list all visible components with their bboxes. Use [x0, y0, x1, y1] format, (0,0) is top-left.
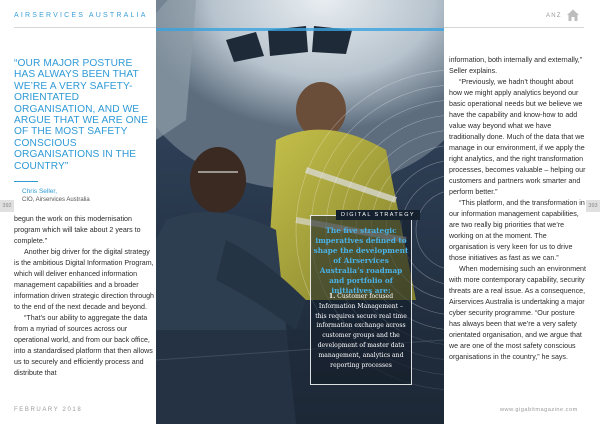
- quote-attribution-role: CIO, Airservices Australia: [22, 197, 90, 203]
- body-paragraph: begun the work on this modernisation program which will take about 2 years to complete.”: [14, 215, 141, 245]
- footer-date: FEBRUARY 2018: [14, 407, 83, 413]
- body-paragraph: “This platform, and the transformation in our information management capabilities, are two really big priorities that we’re working on at the moment. The organisation is very keen for us to drive those initiatives as fast as we can.”: [449, 199, 585, 262]
- home-icon[interactable]: [566, 8, 580, 22]
- header-divider: [444, 27, 584, 28]
- strategy-item-number: 1.: [328, 293, 336, 300]
- body-paragraph: “That’s our ability to aggregate the data from a myriad of sources across our operational world, and from our back office, into a standardised platform that then allows us to securely and efficiently process and distribute that: [14, 314, 153, 377]
- body-paragraph: information, both internally and externally,” Seller explains.: [449, 56, 583, 75]
- body-paragraph: When modernising such an environment with more contemporary capability, security threats are a real issue. As a consequence, Airservices Australia is undertaking a major cyber security programme. “Our posture has always been that we’re a very safety orientated organisation, and we argue that we are one of the most safety conscious organisations in the country,” he says.: [449, 265, 586, 361]
- body-column-right: [449, 55, 587, 363]
- pull-quote: “OUR MAJOR POSTURE HAS ALWAYS BEEN THAT WE’RE A VERY SAFETY-ORIENTATED ORGANISATION, AND WE ARGUE THAT WE ARE ONE OF THE MOST SAFETY CONSCIOUS ORGANISATIONS IN THE COUNTRY”: [14, 58, 148, 172]
- footer-website[interactable]: www.gigabitmagazine.com: [500, 407, 578, 413]
- body-paragraph: “Previously, we hadn’t thought about how we might apply analytics beyond our basic operational needs but we believe we have the capability and know-how to add value way beyond what we have traditionally done. Much of the data that we manage in our environment, if we apply the right analytics, and the right transformation processes, becomes valuable – helping our customers and partners work smarter and perform better.”: [449, 78, 586, 196]
- publication-name: AIRSERVICES AUSTRALIA: [14, 12, 148, 19]
- body-column-left: [14, 214, 154, 379]
- body-paragraph: Another big driver for the digital strategy is the ambitious Digital Information Program, which will deliver enhanced information management capabilities and a broader information driven strategic direction through to the end of the next decade and beyond.: [14, 248, 154, 311]
- quote-divider: [14, 181, 38, 182]
- strategy-item-text: Customer focused Information Management – this requires secure real time information exchange across customer groups and the development of master data management, analytics and reporting processes: [315, 293, 407, 369]
- page-number-right[interactable]: 393: [586, 200, 600, 212]
- header-divider: [14, 27, 156, 28]
- quote-attribution-name: Chris Seller,: [22, 188, 58, 195]
- strategy-tag: DIGITAL STRATEGY: [336, 210, 420, 220]
- section-code: ANZ: [546, 13, 562, 19]
- strategy-title: The five strategic imperatives defined to shape the development of Airservices Australia’s roadmap and portfolio of initiatives are:: [313, 226, 409, 295]
- strategy-item: [313, 292, 409, 370]
- page-number-left[interactable]: 392: [0, 200, 14, 212]
